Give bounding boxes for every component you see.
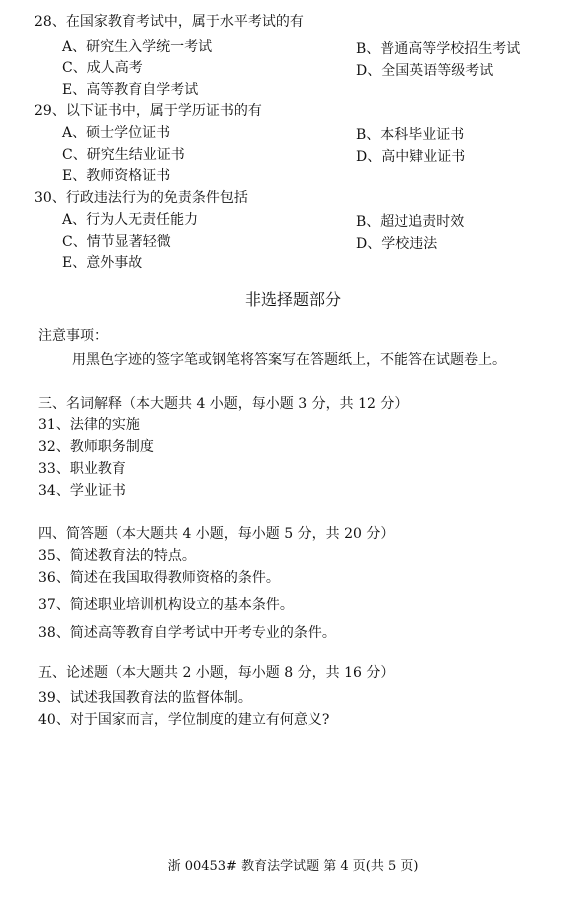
section-5-item-40: 40、对于国家而言，学位制度的建立有何意义? xyxy=(38,712,330,728)
notes-label: 注意事项： xyxy=(38,328,108,344)
question-28-stem: 28、在国家教育考试中，属于水平考试的有 xyxy=(34,14,304,30)
question-28-option-e: E、高等教育自学考试 xyxy=(62,82,199,98)
question-29-stem: 29、以下证书中，属于学历证书的有 xyxy=(34,103,262,119)
question-29-option-d: D、高中肄业证书 xyxy=(356,149,466,165)
question-30-option-c: C、情节显著轻微 xyxy=(62,234,171,250)
section-4-item-38: 38、简述高等教育自学考试中开考专业的条件。 xyxy=(38,625,336,641)
section-3-item-31: 31、法律的实施 xyxy=(38,417,140,433)
question-29-option-e: E、教师资格证书 xyxy=(62,168,171,184)
part-heading: 非选择题部分 xyxy=(244,290,341,309)
page-footer: 浙 00453# 教育法学试题 第 4 页(共 5 页) xyxy=(167,859,419,874)
section-4-item-36: 36、简述在我国取得教师资格的条件。 xyxy=(38,570,280,586)
section-3-item-32: 32、教师职务制度 xyxy=(38,439,154,455)
question-30-option-e: E、意外事故 xyxy=(62,255,143,271)
question-29-option-b: B、本科毕业证书 xyxy=(356,127,465,143)
section-5-title: 五、论述题（本大题共 2 小题，每小题 8 分，共 16 分） xyxy=(38,665,395,681)
question-28-option-b: B、普通高等学校招生考试 xyxy=(356,41,521,57)
section-3-item-34: 34、学业证书 xyxy=(38,483,126,499)
question-30-option-a: A、行为人无责任能力 xyxy=(62,212,199,228)
section-5-item-39: 39、试述我国教育法的监督体制。 xyxy=(38,690,252,706)
question-28-option-c: C、成人高考 xyxy=(62,60,143,76)
question-30-stem: 30、行政违法行为的免责条件包括 xyxy=(34,190,248,206)
section-3-item-33: 33、职业教育 xyxy=(38,461,126,477)
section-4-item-35: 35、简述教育法的特点。 xyxy=(38,548,196,564)
section-4-item-37: 37、简述职业培训机构设立的基本条件。 xyxy=(38,597,294,613)
question-28-option-a: A、研究生入学统一考试 xyxy=(62,39,213,55)
question-30-option-b: B、超过追责时效 xyxy=(356,214,465,230)
question-30-option-d: D、学校违法 xyxy=(356,236,438,252)
notes-text: 用黑色字迹的签字笔或钢笔将答案写在答题纸上，不能答在试题卷上。 xyxy=(72,352,506,368)
question-29-option-c: C、研究生结业证书 xyxy=(62,147,185,163)
question-28-option-d: D、全国英语等级考试 xyxy=(356,63,494,79)
section-4-title: 四、简答题（本大题共 4 小题，每小题 5 分，共 20 分） xyxy=(38,526,395,542)
question-29-option-a: A、硕士学位证书 xyxy=(62,125,171,141)
section-3-title: 三、名词解释（本大题共 4 小题，每小题 3 分，共 12 分） xyxy=(38,396,409,412)
